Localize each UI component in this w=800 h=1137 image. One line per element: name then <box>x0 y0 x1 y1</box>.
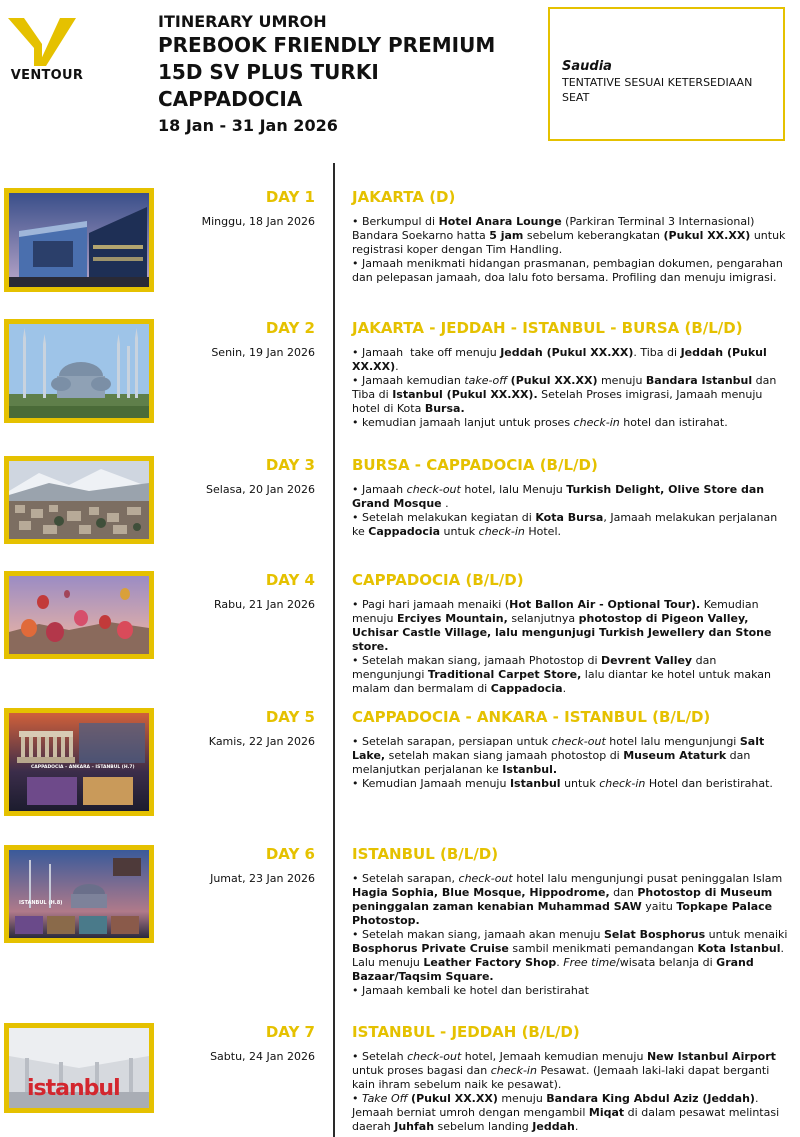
istanbul-airport-photo <box>4 1023 154 1113</box>
description-bullet: • Setelah sarapan, check-out hotel lalu mengunjungi pusat peninggalan Islam Hagia Sophia, Blue Mosque, Hippodrome, dan Photostop di Museum peninggalan zaman kenabian Muhammad SAW yaitu Topkape Palace Photostop. <box>352 872 783 927</box>
description-bullet: • Kemudian Jamaah menuju Istanbul untuk check-in Hotel dan beristirahat. <box>352 777 773 790</box>
day-description <box>352 598 790 696</box>
description-bullet: • kemudian jamaah lanjut untuk proses check-in hotel dan istirahat. <box>352 416 728 429</box>
trip-dates: 18 Jan - 31 Jan 2026 <box>158 116 338 135</box>
description-bullet: • Pagi hari jamaah menaiki (Hot Ballon Air - Optional Tour). Kemudian menuju Erciyes Mountain, selanjutnya photostop di Pigeon Valley, Uchisar Castle Village, lalu mengunjugi Turkish Jewellery dan Stone store. <box>352 598 772 653</box>
hot-air-balloon-photo <box>4 571 154 659</box>
title-line-1: ITINERARY UMROH <box>158 12 327 31</box>
day-number: DAY 5 <box>265 708 315 726</box>
airport-lounge-photo <box>4 188 154 292</box>
description-bullet: • Jamaah take off menuju Jeddah (Pukul XX.XX). Tiba di Jeddah (Pukul XX.XX). <box>352 346 767 373</box>
description-bullet: • Setelah melakukan kegiatan di Kota Bursa, Jamaah melakukan perjalanan ke Cappadocia untuk check-in Hotel. <box>352 511 778 538</box>
description-bullet: • Jamaah menikmati hidangan prasmanan, pembagian dokumen, pengarahan dan pelepasan jamaah, doa lalu foto bersama. Profiling dan menuju imigrasi. <box>352 257 783 284</box>
day-date: Kamis, 22 Jan 2026 <box>208 735 315 748</box>
day-date: Rabu, 21 Jan 2026 <box>213 598 315 611</box>
timeline-divider <box>333 163 335 1137</box>
day-date: Sabtu, 24 Jan 2026 <box>210 1050 315 1063</box>
title-line-2: PREBOOK FRIENDLY PREMIUM <box>158 33 496 57</box>
day-number: DAY 7 <box>265 1023 315 1041</box>
description-bullet: • Jamaah check-out hotel, lalu Menuju Turkish Delight, Olive Store dan Grand Mosque . <box>352 483 765 510</box>
day-title: JAKARTA - JEDDAH - ISTANBUL - BURSA (B/L/D) <box>352 319 743 337</box>
day-description <box>352 1050 790 1134</box>
title-line-4: CAPPADOCIA <box>158 87 303 111</box>
description-bullet: • Setelah check-out hotel, Jemaah kemudian menuju New Istanbul Airport untuk proses bagasi dan check-in Pesawat. (Jemaah laki-laki dapat berganti kain ihram sebelum naik ke pesawat). <box>352 1050 776 1091</box>
istanbul-collage-photo <box>4 845 154 943</box>
day-description <box>352 215 790 285</box>
photo-caption: CAPPADOCIA – ANKARA – ISTANBUL (H.7) <box>31 765 135 770</box>
bursa-city-photo <box>4 456 154 544</box>
day-title: ISTANBUL - JEDDAH (B/L/D) <box>352 1023 580 1041</box>
blue-mosque-photo <box>4 319 154 423</box>
brand-name: VENTOUR <box>10 68 84 83</box>
day-description <box>352 872 790 998</box>
day-number: DAY 2 <box>265 319 315 337</box>
day-date: Senin, 19 Jan 2026 <box>211 346 315 359</box>
day-number: DAY 6 <box>265 845 315 863</box>
description-bullet: • Take Off (Pukul XX.XX) menuju Bandara King Abdul Aziz (Jeddah). Jemaah berniat umroh dengan mengambil Miqat di dalam pesawat melintasi daerah Juhfah sebelum landing Jeddah. <box>352 1092 780 1133</box>
airline-box <box>548 7 785 141</box>
description-bullet: • Berkumpul di Hotel Anara Lounge (Parkiran Terminal 3 Internasional) Bandara Soekarno hatta 5 jam sebelum keberangkatan (Pukul XX.XX) untuk registrasi koper dengan Tim Handling. <box>352 215 786 256</box>
day-title: JAKARTA (D) <box>352 188 456 206</box>
description-bullet: • Setelah makan siang, jamaah Photostop di Devrent Valley dan mengunjungi Traditional Carpet Store, lalu diantar ke hotel untuk makan malam dan bermalam di Cappadocia. <box>352 654 771 695</box>
day-title: BURSA - CAPPADOCIA (B/L/D) <box>352 456 598 474</box>
day-number: DAY 4 <box>265 571 315 589</box>
day-title: CAPPADOCIA (B/L/D) <box>352 571 524 589</box>
day-description <box>352 483 790 539</box>
description-bullet: • Jamaah kemudian take-off (Pukul XX.XX) menuju Bandara Istanbul dan Tiba di Istanbul (Pukul XX.XX). Setelah Proses imigrasi, Jamaah menuju hotel di Kota Bursa. <box>352 374 777 415</box>
title-line-3: 15D SV PLUS TURKI <box>158 60 379 84</box>
ventour-logo-mark-icon <box>6 14 78 68</box>
photo-caption: istanbul <box>27 1076 120 1101</box>
description-bullet: • Jamaah kembali ke hotel dan beristirahat <box>352 984 589 997</box>
photo-caption: ISTANBUL (H.8) <box>19 900 63 906</box>
anitkabir-photo <box>4 708 154 816</box>
description-bullet: • Setelah sarapan, persiapan untuk check-out hotel lalu mengunjungi Salt Lake, setelah makan siang jamaah photostop di Museum Ataturk dan melanjutkan perjalanan ke Istanbul. <box>352 735 765 776</box>
day-title: ISTANBUL (B/L/D) <box>352 845 499 863</box>
airline-name: Saudia <box>562 59 612 74</box>
description-bullet: • Setelah makan siang, jamaah akan menuju Selat Bosphorus untuk menaiki Bosphorus Private Cruise sambil menikmati pemandangan Kota Istanbul. Lalu menuju Leather Factory Shop. Free time/wisata belanja di Grand Bazaar/Taqsim Square. <box>352 928 788 983</box>
itinerary-title <box>158 12 538 137</box>
day-date: Selasa, 20 Jan 2026 <box>206 483 315 496</box>
day-title: CAPPADOCIA - ANKARA - ISTANBUL (B/L/D) <box>352 708 711 726</box>
day-number: DAY 1 <box>265 188 315 206</box>
day-description <box>352 346 790 430</box>
day-date: Jumat, 23 Jan 2026 <box>210 872 315 885</box>
day-date: Minggu, 18 Jan 2026 <box>201 215 315 228</box>
airline-note: TENTATIVE SESUAI KETERSEDIAAN SEAT <box>562 76 753 104</box>
day-number: DAY 3 <box>265 456 315 474</box>
day-description <box>352 735 790 791</box>
